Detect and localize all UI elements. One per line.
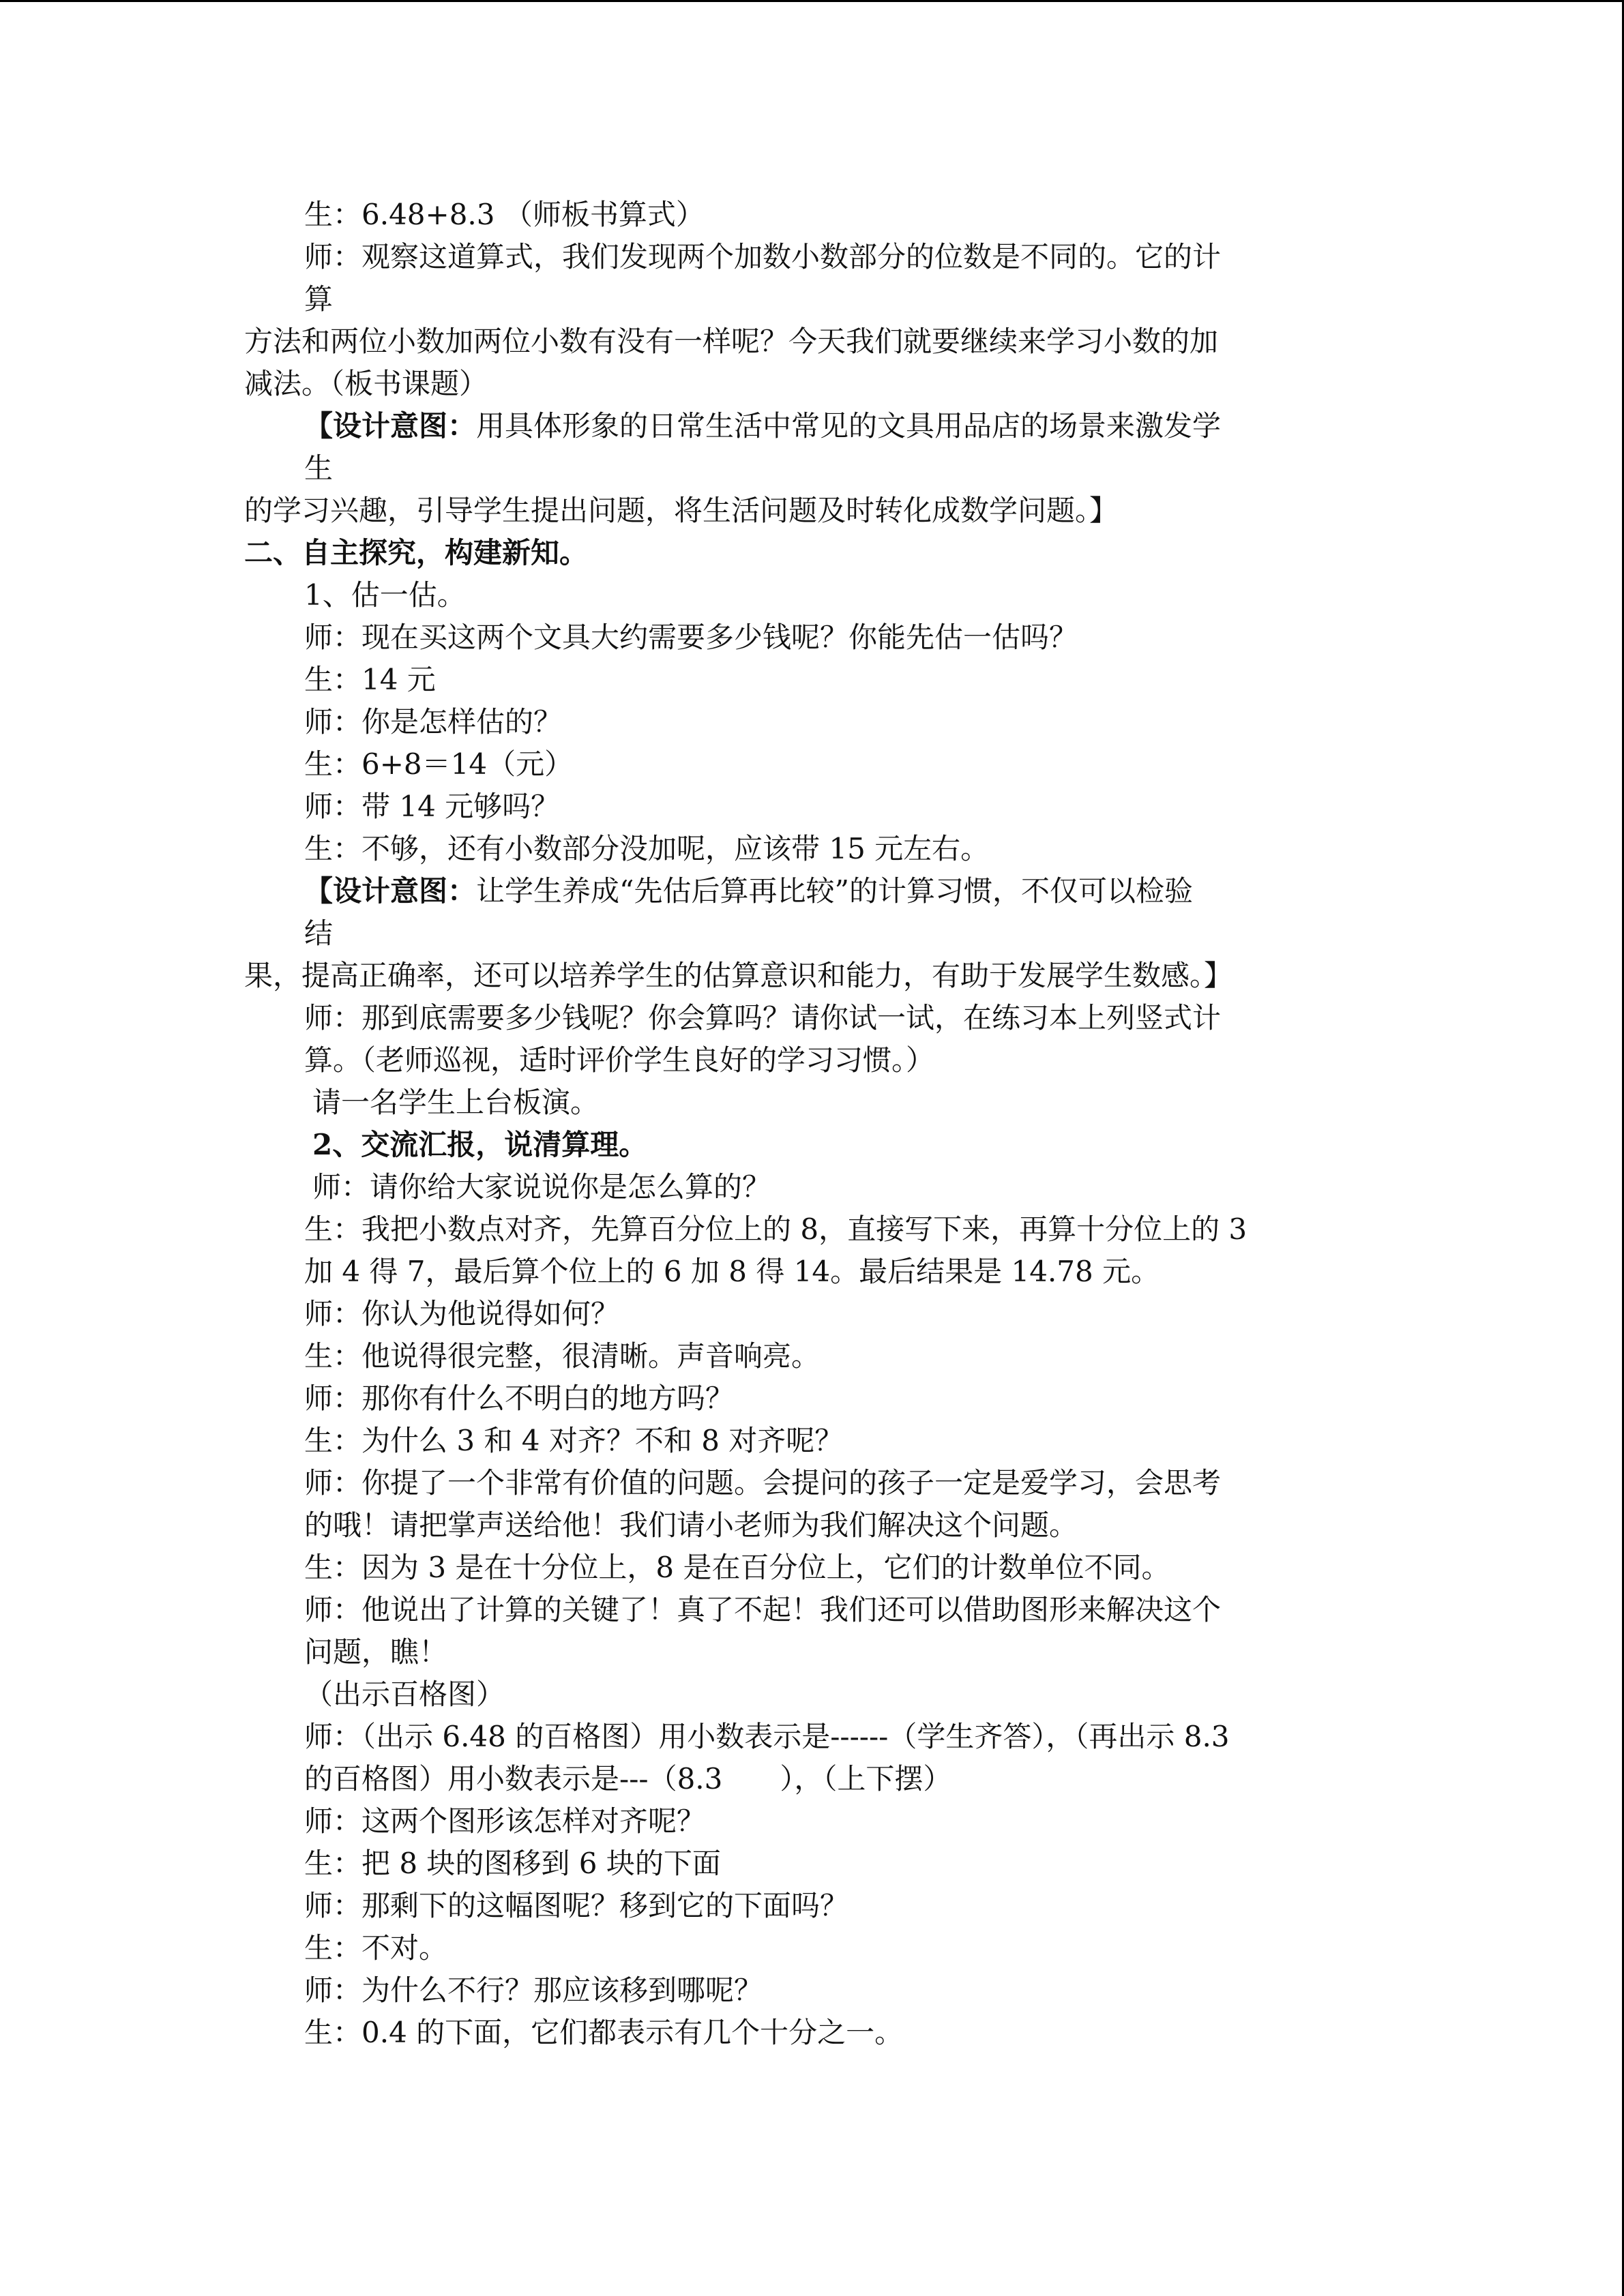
text-line: 算。（老师巡视，适时评价学生良好的学习习惯。） [304,1043,935,1077]
text-line: 生：不够，还有小数部分没加呢，应该带 15 元左右。 [304,832,990,865]
text-line: 师：你提了一个非常有价值的问题。会提问的孩子一定是爱学习，会思考 [304,1466,1222,1500]
design-intent-text: 用具体形象的日常生活中常见的文具用品店的场景来激发学 [476,409,1222,443]
text-line: 生：为什么 3 和 4 对齐？不和 8 对齐呢？ [304,1424,844,1457]
text-line: 师：为什么不行？那应该移到哪呢？ [304,1973,763,2007]
text-line: 生：6+8＝14（元） [304,747,574,781]
text-line: 生：把 8 块的图移到 6 块的下面 [304,1847,721,1880]
text-line: 生：6.48+8.3 （师板书算式） [304,198,705,231]
text-line: 师：那你有什么不明白的地方吗？ [304,1382,735,1415]
text-line: 的百格图）用小数表示是---（8.3 ），（上下摆） [304,1762,952,1795]
text-line: 生：我把小数点对齐，先算百分位上的 8，直接写下来，再算十分位上的 3 [304,1212,1247,1246]
text-line: 师：那到底需要多少钱呢？你会算吗？请你试一试，在练习本上列竖式计 [304,1001,1222,1034]
text-line: 师：那剩下的这幅图呢？移到它的下面吗？ [304,1889,849,1922]
design-intent-label: 【设计意图： [304,409,477,443]
text-line: 加 4 得 7，最后算个位上的 6 加 8 得 14。最后结果是 14.78 元。 [304,1255,1160,1288]
section-heading: 二、自主探究，构建新知。 [244,536,589,569]
text-line: 请一名学生上台板演。 [312,1086,600,1119]
design-intent-label: 【设计意图： [304,874,477,908]
text-line: （出示百格图） [304,1678,505,1711]
text-line: 果，提高正确率，还可以培养学生的估算意识和能力，有助于发展学生数感。】 [244,959,1233,992]
text-line: 生：他说得很完整，很清晰。声音响亮。 [304,1339,821,1373]
text-line: 师：（出示 6.48 的百格图）用小数表示是------（学生齐答），（再出示 8.3 [304,1720,1230,1753]
text-line: 生：不对。 [304,1931,448,1965]
text-line: 师：观察这道算式，我们发现两个加数小数部分的位数是不同的。它的计 [304,240,1222,273]
text-line: 结 [304,916,334,950]
text-line: 生：14 元 [304,663,436,696]
text-line: 师：他说出了计算的关键了！真了不起！我们还可以借助图形来解决这个 [304,1593,1222,1626]
text-line: 师：这两个图形该怎样对齐呢？ [304,1804,706,1838]
text-line: 师：你是怎样估的？ [304,705,563,739]
text-line: 生：因为 3 是在十分位上，8 是在百分位上，它们的计数单位不同。 [304,1551,1170,1584]
text-line: 生：0.4 的下面，它们都表示有几个十分之一。 [304,2016,904,2049]
design-intent-text: 让学生养成“先估后算再比较”的计算习惯，不仅可以检验 [476,874,1193,908]
text-line: 的学习兴趣，引导学生提出问题，将生活问题及时转化成数学问题。】 [244,494,1119,527]
text-line: 方法和两位小数加两位小数有没有一样呢？今天我们就要继续来学习小数的加 [244,325,1219,358]
text-line: 减法。（板书课题） [244,367,488,400]
design-intent-line [304,405,1221,447]
text-line: 问题，瞧！ [304,1635,448,1669]
text-line: 生 [304,451,334,485]
text-line: 的哦！请把掌声送给他！我们请小老师为我们解决这个问题。 [304,1508,1078,1542]
subsection-heading: 2、交流汇报，说清算理。 [312,1128,648,1161]
design-intent-line [304,870,1193,912]
subsection-heading: 1、估一估。 [304,578,466,612]
text-line: 师：请你给大家说说你是怎么算的？ [312,1170,771,1204]
text-line: 师：带 14 元够吗？ [304,790,560,823]
text-line: 算 [304,282,334,316]
text-line: 师：现在买这两个文具大约需要多少钱呢？你能先估一估吗？ [304,621,1078,654]
text-line: 师：你认为他说得如何？ [304,1297,620,1330]
